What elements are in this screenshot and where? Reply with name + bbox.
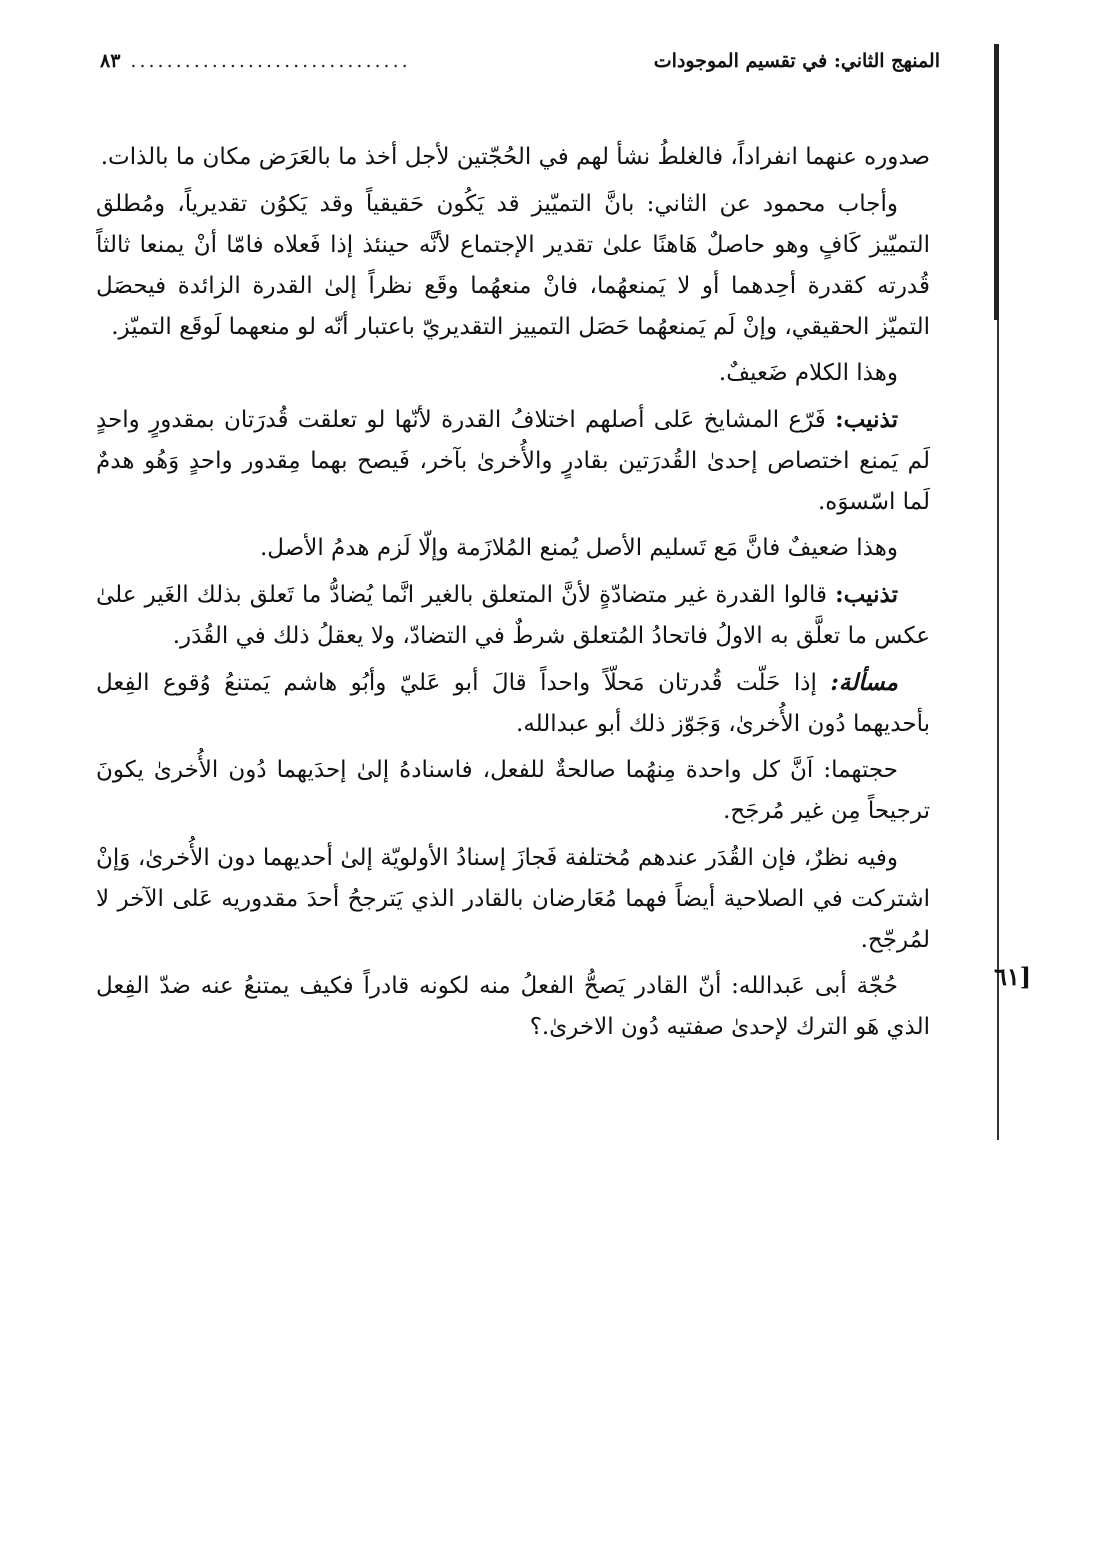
paragraph-3: [96, 352, 930, 394]
paragraph-text: وهذا الكلام ضَعيفٌ.: [718, 360, 898, 387]
paragraph-1: [96, 136, 930, 178]
margin-section-marker: [994, 962, 1033, 991]
header-dot-leader: ...............................: [130, 50, 411, 72]
paragraph-text: قالوا القدرة غير متضادّةٍ لأنَّ المتعلق بالغير انَّما يُضادُّ ما تَعلق بذلك الغَير علىٰ عكس ما تعلَّق به الاولُ فاتحادُ المُتعلق شرطٌ في التضادّ، ولا يعقلُ ذلك في القُدَر.: [96, 581, 930, 649]
paragraph-lead: تذنيب:: [835, 580, 898, 608]
paragraph-10: [96, 965, 930, 1048]
margin-section-number: ٦١: [994, 962, 1020, 991]
paragraph-text: حُجّة أبى عَبدالله: أنّ القادر يَصحُّ الفعلُ منه لكونه قادراً فكيف يمتنعُ عنه ضدّ الفِعل الذي هَو الترك لإحدىٰ صفتيه دُون الاخرىٰ.؟: [96, 973, 930, 1041]
paragraph-8: [96, 749, 930, 832]
paragraph-6: [96, 574, 930, 657]
page-body: [96, 136, 930, 1053]
paragraph-9: [96, 837, 930, 961]
margin-rule-thick: [994, 44, 999, 320]
margin-bracket: ]: [1019, 962, 1032, 991]
paragraph-text: صدوره عنهما انفراداً، فالغلطُ نشأ لهم في الحُجّتين لأجل أخذ ما بالعَرَض مكان ما بالذات.: [100, 144, 930, 170]
paragraph-text: وأجاب محمود عن الثاني: بانَّ التميّيز قد يَكُون حَقيقياً وقد يَكوُن تقديرياً، ومُطلق التميّيز كَافٍ وهو حاصلٌ هَاهنًا علىٰ تقدير الإجتماع لأنَّه حينئذ إذا فَعلاه فامّا أنْ يمنعا ثالثاً قُدرته كقدرة أحِدهما أو لا يَمنعهُما، فانْ منعهُما وقَع نظراً إلىٰ القدرة الزائدة فيحصَل التميّز الحقيقي، وإنْ لَم يَمنعهُما حَصَل التمييز التقديريّ باعتبار أنّه لو منعهما لَوقَع التميّز.: [96, 190, 930, 340]
paragraph-lead: مسألة:: [830, 668, 898, 696]
paragraph-text: وهذا ضعيفٌ فانَّ مَع تَسليم الأصل يُمنع المُلازَمة وإلّا لَزم هدمُ الأصل.: [259, 535, 898, 562]
paragraph-4: [96, 399, 930, 523]
margin-rule-thin: [997, 320, 999, 1140]
paragraph-text: وفيه نظرٌ، فإن القُدَر عندهم مُختلفة فَجازَ إسنادُ الأولويّة إلىٰ أحديهما دون الأُخرىٰ، وَإنْ اشتركت في الصلاحية أيضاً فهما مُعَارضان بالقادر الذي يَترجحُ أحدَ مقدوريه عَلى الآخر لا لمُرجّح.: [96, 844, 930, 953]
paragraph-text: إذا حَلّت قُدرتان مَحلّاً واحداً قالَ أبو عَليّ وأبُو هاشم يَمتنعُ وُقوع الفِعل بأحديهما دُون الأُخرىٰ، وَجَوّز ذلك أبو عبدالله.: [96, 669, 930, 737]
paragraph-text: حجتهما: اَنَّ كل واحدة مِنهُما صالحةٌ للفعل، فاسنادهُ إلىٰ إحدَيهما دُون الأُخرىٰ يكونَ ترجيحاً مِن غير مُرجَح.: [96, 757, 930, 825]
header-title: المنهج الثاني: في تقسيم الموجودات: [653, 50, 940, 72]
paragraph-text: فَرّع المشايخ عَلى أصلهم اختلافُ القدرة لأنّها لو تعلقت قُدرَتان بمقدورٍ واحدٍ لَم يَمنع اختصاص إحدىٰ القُدرَتين بقادرٍ والأُخرىٰ بآخر، فَيصح بهما مِقدور واحدٍ وَهُو هدمٌ لَما اسّسوَه.: [96, 406, 930, 515]
paragraph-7: [96, 662, 930, 745]
running-header: [100, 44, 940, 78]
page-number: ٨٣: [100, 50, 121, 72]
paragraph-lead: تذنيب:: [835, 405, 898, 433]
paragraph-2: [96, 183, 930, 348]
paragraph-5: [96, 527, 930, 569]
